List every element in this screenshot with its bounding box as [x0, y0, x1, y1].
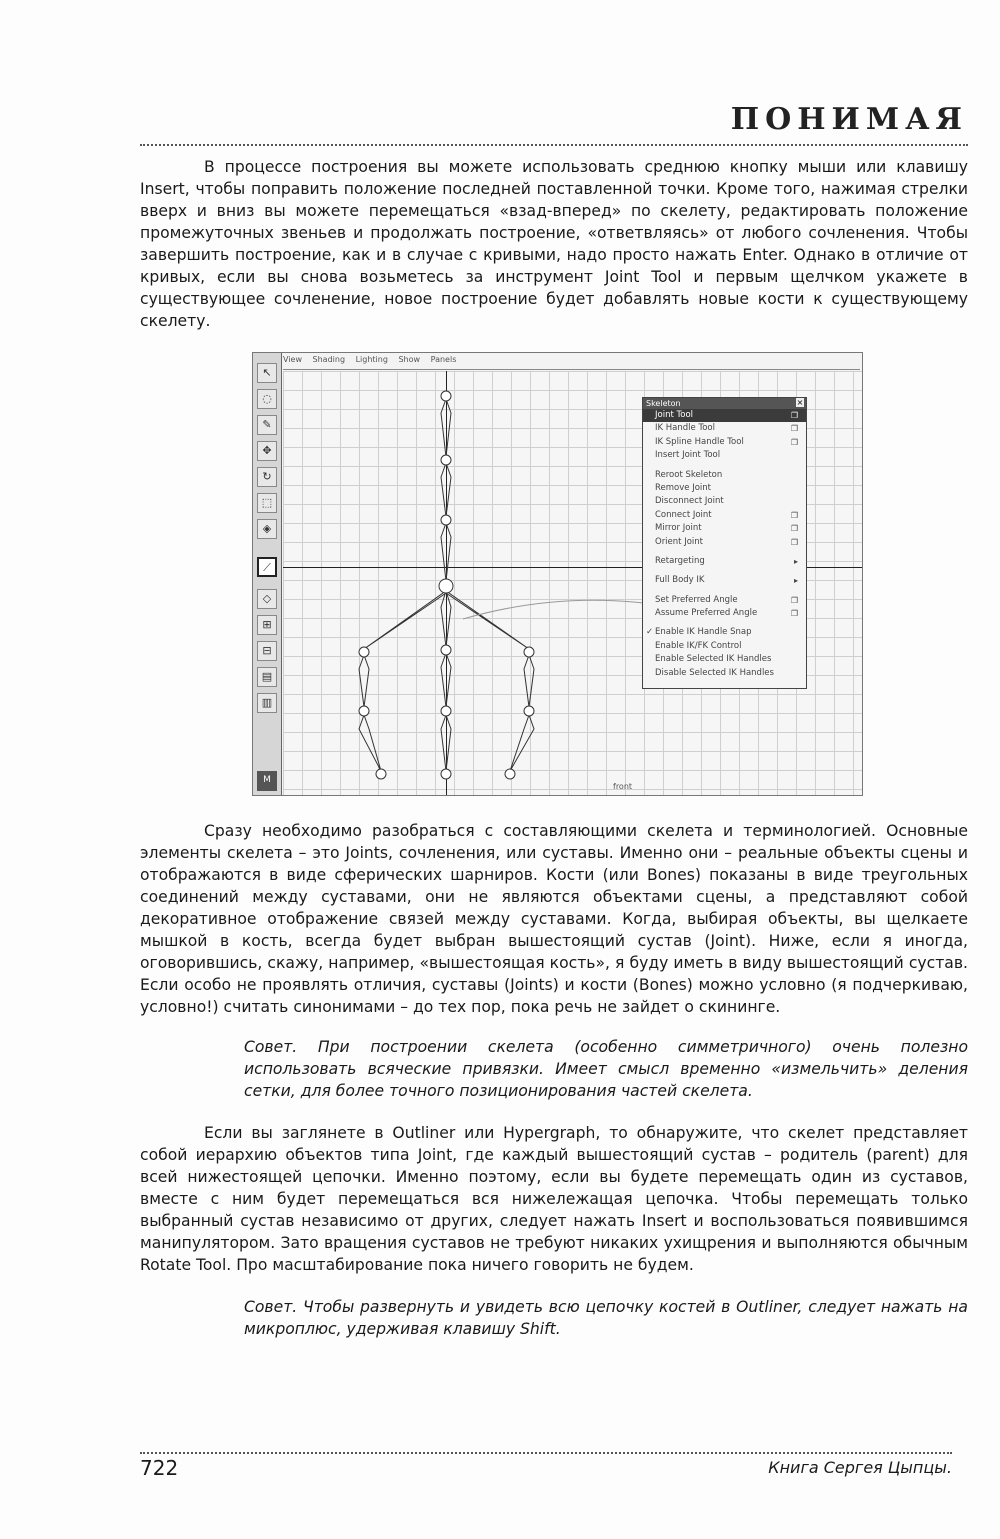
tip-2: Совет. Чтобы развернуть и увидеть всю цепочку костей в Outliner, следует нажать на микроплюс, удерживая клавишу Shift. — [244, 1298, 968, 1338]
bone-center-3 — [441, 715, 451, 771]
joint-center-2 — [441, 706, 451, 716]
bone-shoulder-right — [443, 587, 529, 649]
skeleton-menu-title — [643, 398, 806, 409]
viewport-name-label: front — [613, 782, 633, 791]
move-tool-icon[interactable]: ✥ — [257, 441, 277, 461]
menu-show[interactable]: Show — [398, 355, 421, 364]
joint-right-end — [505, 769, 515, 779]
submenu-arrow-icon[interactable]: ▸ — [793, 556, 798, 566]
menu-item-label: Remove Joint — [655, 482, 711, 493]
bone-spine-1 — [441, 399, 451, 457]
menu-item-disable-selected-ik-handles[interactable] — [643, 667, 806, 680]
bone-right-lower — [510, 715, 534, 771]
menu-item-orient-joint[interactable] — [643, 536, 806, 549]
menu-item-connect-joint[interactable] — [643, 509, 806, 522]
joint-tool-icon[interactable]: ⟋ — [257, 557, 277, 577]
menu-item-enable-selected-ik-handles[interactable] — [643, 653, 806, 666]
option-box-icon[interactable]: ❐ — [790, 424, 798, 434]
menu-item-label: Enable IK Handle Snap — [655, 627, 752, 638]
menu-item-full-body-ik[interactable] — [643, 574, 806, 587]
persp-outliner-layout-icon[interactable]: ▤ — [257, 667, 277, 687]
menu-item-insert-joint-tool[interactable] — [643, 449, 806, 462]
maya-screenshot-figure — [252, 352, 863, 796]
header-logo: ПОНИМАЯ — [730, 102, 968, 137]
option-box-icon[interactable]: ❐ — [790, 437, 798, 447]
menu-item-set-preferred-angle[interactable] — [643, 594, 806, 607]
menu-item-joint-tool[interactable] — [643, 409, 806, 422]
menu-item-enable-ik-handle-snap[interactable] — [643, 626, 806, 639]
menu-item-ik-handle-tool[interactable] — [643, 422, 806, 435]
bone-spine-3 — [441, 523, 451, 581]
footer-rule — [140, 1452, 952, 1454]
option-box-icon[interactable]: ❐ — [790, 411, 798, 420]
close-icon[interactable]: × — [796, 398, 804, 407]
menu-item-label: Orient Joint — [655, 536, 703, 547]
joint-left-elbow — [359, 706, 369, 716]
paragraph-2: Сразу необходимо разобраться с составляющими скелета и терминологией. Основные элементы скелета – это Joints, сочленения, или суставы. Именно они – реальные объекты сцены и отображаются в виде сферических шарниров. Кости (или Bones) показаны в виде треугольных соединений между суставами, они не являются объектами сцены, а представляют собой декоративное отображение связей между суставами. Когда, выбирая объекты, вы щелкаете мышкой в кость, всегда будет выбран вышестоящий сустав (Joint). Ниже, если я иногда, оговорившись, скажу, например, «вышестоящая кость», я буду иметь в виду вышестоящий сустав. Если особо не проявлять отличия, суставы (Joints) и кости (Bones) можно условно (я подчеркиваю, условно!) считать синонимами – до тех пор, пока речь не зайдет о скининге. — [140, 822, 968, 1016]
menu-item-remove-joint[interactable] — [643, 482, 806, 495]
menu-item-label: Reroot Skeleton — [655, 469, 723, 480]
submenu-arrow-icon[interactable]: ▸ — [793, 576, 798, 586]
scale-tool-icon[interactable]: ⬚ — [257, 493, 277, 513]
bone-left-upper — [359, 655, 369, 707]
menu-shading[interactable]: Shading — [312, 355, 346, 364]
menu-item-label: Connect Joint — [655, 509, 712, 520]
paragraph-1: В процессе построения вы можете использовать среднюю кнопку мыши или клавишу Insert, чтобы поправить положение последней поставленной точки. Кроме того, нажимая стрелки вверх и вниз вы можете перемещаться «взад-вперед» по скелету, редактировать положение промежуточных звеньев и продолжать построение, «ответвляясь» от любого сочленения. Чтобы завершить построение, как и в случае с кривыми, надо просто нажать Enter. Однако в отличие от кривых, если вы снова возьметесь за инструмент Joint Tool и первым щелчком укажете в существующее сочленение, новое построение будет добавлять новые кости к существующему скелету. — [140, 158, 968, 330]
menu-item-disconnect-joint[interactable] — [643, 495, 806, 508]
menu-item-label: Assume Preferred Angle — [655, 608, 758, 619]
joint-right-elbow — [524, 706, 534, 716]
menu-item-mirror-joint[interactable] — [643, 522, 806, 535]
joint-center-1 — [441, 645, 451, 655]
menu-item-label: Retargeting — [655, 555, 705, 566]
menu-item-label: Set Preferred Angle — [655, 594, 738, 605]
joint-root — [439, 579, 453, 593]
menu-item-label: IK Handle Tool — [655, 423, 715, 434]
paint-tool-icon[interactable]: ✎ — [257, 415, 277, 435]
maya-logo-icon: M — [257, 771, 277, 791]
menu-item-reroot-skeleton[interactable] — [643, 469, 806, 482]
menu-item-label: Disconnect Joint — [655, 496, 724, 507]
header-rule — [140, 144, 968, 146]
option-box-icon[interactable]: ❐ — [790, 524, 798, 534]
joint-center-end — [441, 769, 451, 779]
joint-neck — [441, 455, 451, 465]
persp-graph-layout-icon[interactable]: ▥ — [257, 693, 277, 713]
skeleton-tearoff-menu — [642, 397, 807, 689]
joint-left-end — [376, 769, 386, 779]
bone-left-lower — [359, 715, 381, 771]
joint-head — [441, 391, 451, 401]
lasso-tool-icon[interactable]: ◌ — [257, 389, 277, 409]
menu-item-label: Disable Selected IK Handles — [655, 667, 774, 678]
menu-item-label: Joint Tool — [655, 410, 694, 420]
paragraph-3: Если вы заглянете в Outliner или Hypergraph, то обнаружите, что скелет представляет собой иерархию объектов типа Joint, где каждый вышестоящий сустав – родитель (parent) для всей нижестоящей цепочки. Именно поэтому, если вы будете перемещать один из суставов, вместе с ним будет перемещаться вся нижележащая цепочка. Чтобы перемещать только выбранный сустав независимо от других, следует нажать Insert и воспользоваться появившимся манипулятором. Зато вращения суставов не требуют никаких ухищрения и выполняются обычным Rotate Tool. Про масштабирование пока ничего говорить не будем. — [140, 1124, 968, 1274]
bone-spine-2 — [441, 463, 451, 517]
option-box-icon[interactable]: ❐ — [790, 537, 798, 547]
option-box-icon[interactable]: ❐ — [790, 595, 798, 605]
menu-item-label: Insert Joint Tool — [655, 450, 721, 461]
menu-lighting[interactable]: Lighting — [355, 355, 388, 364]
menu-item-retargeting[interactable] — [643, 555, 806, 568]
manipulator-tool-icon[interactable]: ◈ — [257, 519, 277, 539]
joint-left-shoulder — [359, 647, 369, 657]
page-number: 722 — [140, 1456, 179, 1480]
tip-1: Совет. При построении скелета (особенно симметричного) очень полезно использовать всяческие привязки. Имеет смысл временно «измельчить» деления сетки, для более точного позиционирования частей скелета. — [244, 1038, 968, 1100]
rotate-tool-icon[interactable]: ↻ — [257, 467, 277, 487]
joint-right-shoulder — [524, 647, 534, 657]
menu-item-label: Mirror Joint — [655, 523, 702, 534]
menu-item-enable-ik-fk-control[interactable] — [643, 640, 806, 653]
joint-chest — [441, 515, 451, 525]
bone-right-upper — [524, 655, 534, 707]
single-view-layout-icon[interactable]: ◇ — [257, 589, 277, 609]
menu-item-label: Full Body IK — [655, 575, 705, 586]
option-box-icon[interactable]: ❐ — [790, 510, 798, 520]
two-view-layout-icon[interactable]: ⊟ — [257, 641, 277, 661]
ik-curve — [463, 600, 643, 619]
bone-center-1 — [441, 591, 451, 647]
bone-shoulder-left — [364, 587, 449, 649]
select-tool-icon[interactable]: ↖ — [257, 363, 277, 383]
menu-item-label: Enable Selected IK Handles — [655, 654, 772, 665]
skeleton-menu-items — [643, 409, 806, 680]
menu-view[interactable]: View — [283, 355, 302, 364]
menu-item-label: Enable IK/FK Control — [655, 640, 742, 651]
check-icon: ✓ — [646, 627, 654, 638]
menu-item-assume-preferred-angle[interactable] — [643, 607, 806, 620]
four-view-layout-icon[interactable]: ⊞ — [257, 615, 277, 635]
menu-item-ik-spline-handle-tool[interactable] — [643, 436, 806, 449]
bone-center-2 — [441, 653, 451, 707]
menu-panels[interactable]: Panels — [430, 355, 457, 364]
book-title: Книга Сергея Цыпцы. — [768, 1458, 952, 1477]
menu-item-label: IK Spline Handle Tool — [655, 436, 744, 447]
skeleton-menu-title-text: Skeleton — [646, 399, 681, 408]
option-box-icon[interactable]: ❐ — [790, 609, 798, 619]
